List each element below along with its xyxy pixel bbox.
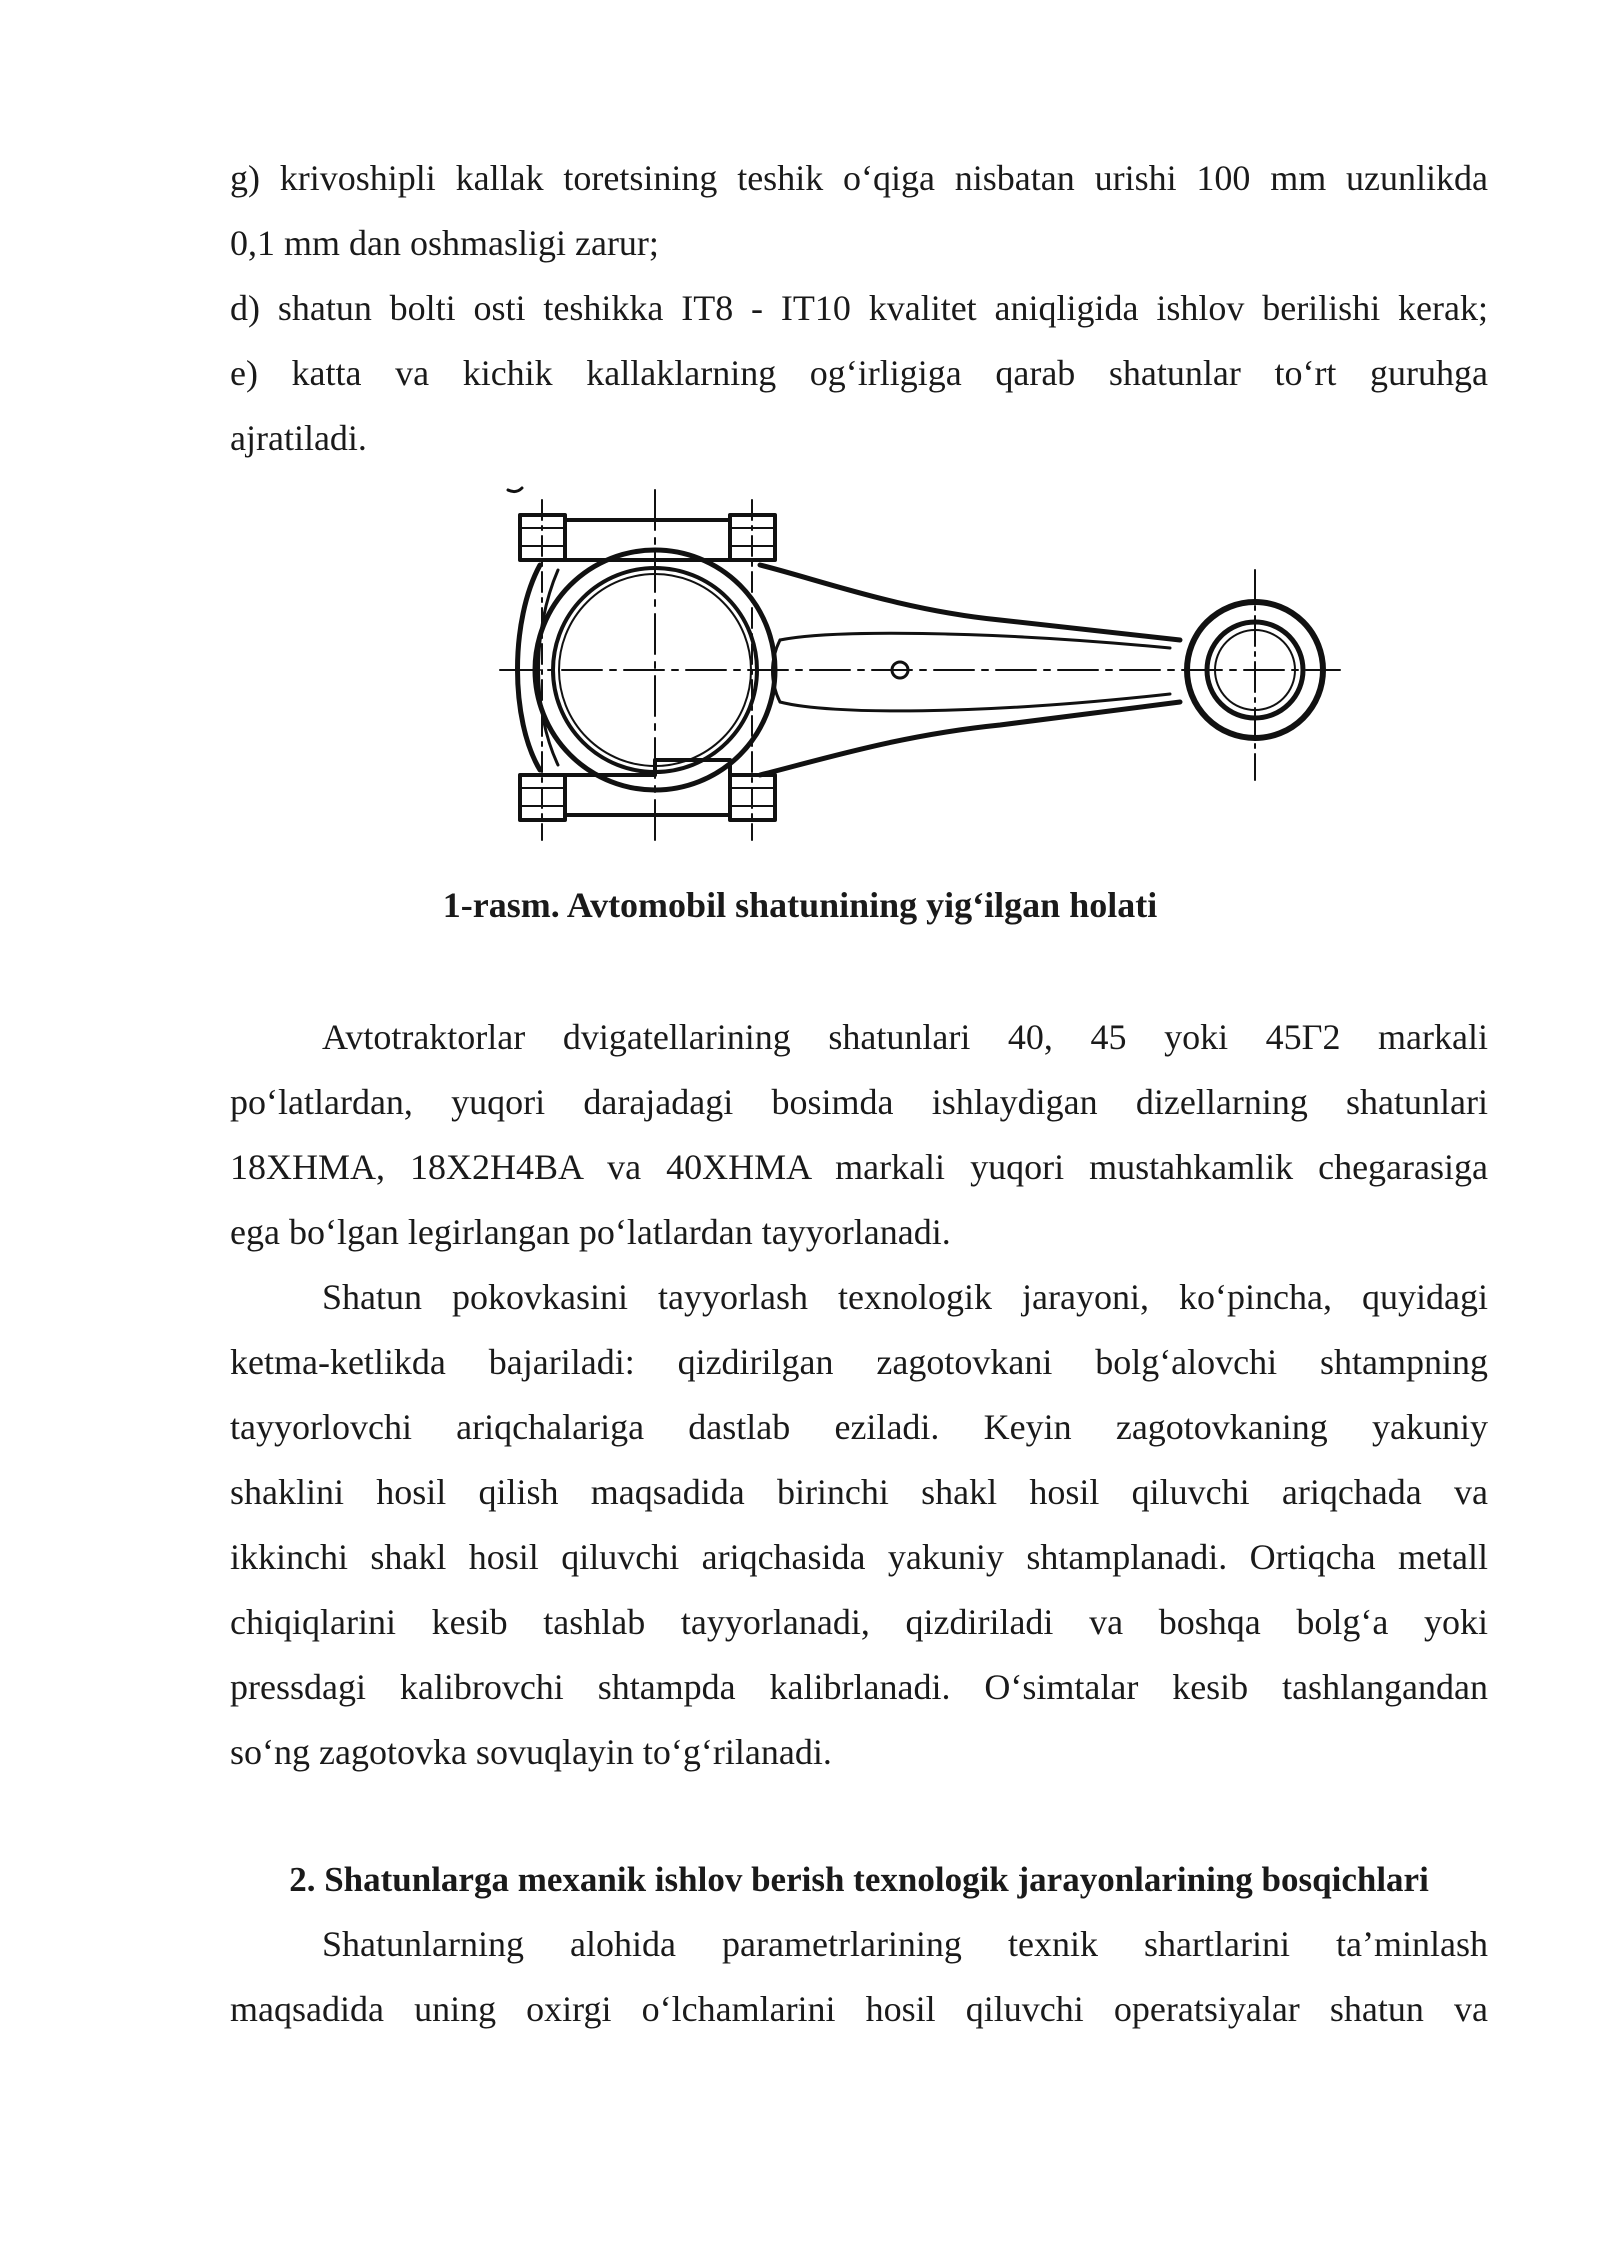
list-item-g-line1: g) krivoshipli kallak toretsining teshik o‘qiga nisbatan urishi 100 mm uzunlikda xyxy=(230,158,1488,198)
connecting-rod-figure xyxy=(480,470,1360,850)
section-heading: 2. Shatunlarga mexanik ishlov berish texnologik jarayonlarining bosqichlari xyxy=(289,1860,1429,1899)
paragraph-1-line-2: po‘latlardan, yuqori darajadagi bosimda ishlaydigan dizellarning shatunlari xyxy=(230,1082,1488,1122)
figure-caption: 1-rasm. Avtomobil shatunining yig‘ilgan holati xyxy=(442,885,1158,925)
list-item-e-line2: ajratiladi. xyxy=(230,418,367,458)
paragraph-2-line-4: shaklini hosil qilish maqsadida birinchi shakl hosil qiluvchi ariqchada va xyxy=(230,1472,1488,1512)
list-item-e-line1: e) katta va kichik kallaklarning og‘irligiga qarab shatunlar to‘rt guruhga xyxy=(230,353,1488,393)
paragraph-2-line-7: pressdagi kalibrovchi shtampda kalibrlanadi. O‘simtalar kesib tashlangandan xyxy=(230,1667,1488,1707)
paragraph-1-line-4: ega bo‘lgan legirlangan po‘latlardan tayyorlanadi. xyxy=(230,1212,951,1252)
paragraph-2-line-1: Shatun pokovkasini tayyorlash texnologik jarayoni, ko‘pincha, quyidagi xyxy=(322,1277,1488,1317)
paragraph-2-line-8: so‘ng zagotovka sovuqlayin to‘g‘rilanadi. xyxy=(230,1732,832,1772)
paragraph-3-line-1: Shatunlarning alohida parametrlarining texnik shartlarini ta’minlash xyxy=(322,1924,1488,1964)
paragraph-2-line-2: ketma-ketlikda bajariladi: qizdirilgan zagotovkani bolg‘alovchi shtampning xyxy=(230,1342,1488,1382)
paragraph-1-line-3: 18XHMA, 18X2H4BA va 40XHMA markali yuqori mustahkamlik chegarasiga xyxy=(230,1147,1488,1187)
paragraph-1-line-1: Avtotraktorlar dvigatellarining shatunlari 40, 45 yoki 45Г2 markali xyxy=(322,1017,1488,1057)
list-item-g-line2: 0,1 mm dan oshmasligi zarur; xyxy=(230,223,659,263)
paragraph-2-line-3: tayyorlovchi ariqchalariga dastlab eziladi. Keyin zagotovkaning yakuniy xyxy=(230,1407,1488,1447)
body-paragraphs xyxy=(230,1005,1488,1785)
paragraph-2-line-6: chiqiqlarini kesib tashlab tayyorlanadi, qizdiriladi va boshqa bolg‘a yoki xyxy=(230,1602,1488,1642)
paragraph-2-line-5: ikkinchi shakl hosil qiluvchi ariqchasida yakuniy shtamplanadi. Ortiqcha metall xyxy=(230,1537,1488,1577)
paragraph-3-line-2: maqsadida uning oxirgi o‘lchamlarini hosil qiluvchi operatsiyalar shatun va xyxy=(230,1989,1488,2029)
connecting-rod-drawing-icon xyxy=(480,470,1360,850)
paragraph-3 xyxy=(230,1912,1488,2042)
top-list xyxy=(230,146,1488,471)
list-item-d: d) shatun bolti osti teshikka IT8 - IT10 kvalitet aniqligida ishlov berilishi kerak; xyxy=(230,288,1488,328)
